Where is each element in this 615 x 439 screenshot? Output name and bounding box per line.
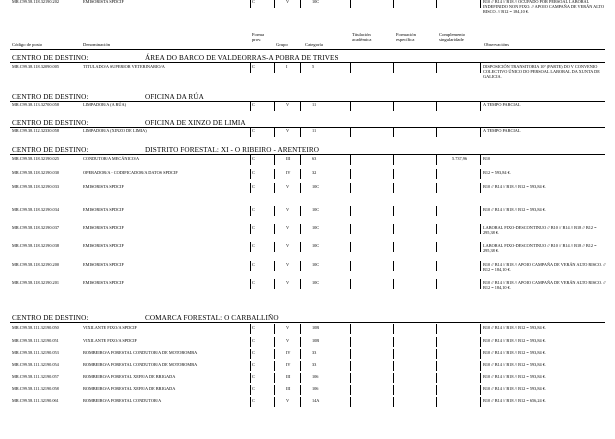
column-divider	[250, 385, 251, 395]
cell-codigo: MR.C99.58.111.32190.050	[12, 325, 59, 330]
column-divider	[393, 349, 394, 359]
column-divider	[350, 349, 351, 359]
cell-categoria: 10B	[312, 325, 320, 330]
cell-codigo: MR.C99.58.118.32190.025	[12, 156, 59, 161]
column-divider	[480, 169, 481, 179]
column-divider	[480, 385, 481, 395]
cell-categoria: 33	[312, 362, 317, 367]
column-divider	[350, 101, 351, 111]
section-rule	[10, 62, 605, 63]
cell-observacions: B10 // B14 // B18 // B12 = 593,84 €.	[483, 184, 546, 189]
cell-grupo: III	[286, 386, 291, 391]
cell-grupo: V	[286, 128, 290, 133]
cell-forma-prov: C	[252, 338, 255, 343]
section-label: CENTRO DE DESTINO:	[12, 54, 89, 62]
column-divider	[350, 385, 351, 395]
column-divider	[250, 324, 251, 334]
column-divider	[250, 349, 251, 359]
column-divider	[300, 337, 301, 347]
column-divider	[300, 101, 301, 111]
column-divider	[436, 0, 437, 8]
column-divider	[436, 224, 437, 234]
column-divider	[480, 63, 481, 73]
cell-denominacion: LIMPADOR/A (A RÚA)	[83, 102, 127, 107]
section-name: DISTRITO FORESTAL: XI - O RIBEIRO - ARENTEIRO	[145, 146, 320, 154]
column-divider	[250, 279, 251, 289]
cell-denominacion: EMISORISTA SPDCIF	[83, 184, 124, 189]
column-divider	[393, 63, 394, 73]
cell-denominacion: EMISORISTA SPDCIF	[83, 225, 124, 230]
section-name: COMARCA FORESTAL: O CARBALLIÑO	[145, 314, 279, 322]
cell-forma-prov: C	[252, 128, 255, 133]
column-divider	[393, 261, 394, 271]
column-divider	[250, 101, 251, 111]
header-titulacion: Titulación académica	[352, 32, 372, 42]
column-divider	[480, 337, 481, 347]
cell-codigo: MR.C99.58.111.32190.053	[12, 350, 59, 355]
cell-forma-prov: C	[252, 398, 255, 403]
column-divider	[436, 242, 437, 252]
column-divider	[350, 373, 351, 383]
column-divider	[480, 397, 481, 407]
column-divider	[480, 324, 481, 334]
cell-grupo: V	[286, 184, 290, 189]
header-codigo: Código de posto	[12, 42, 43, 47]
cell-categoria: 33	[312, 350, 317, 355]
column-divider	[350, 337, 351, 347]
header-rule	[10, 49, 605, 50]
cell-categoria: 11	[312, 102, 317, 107]
column-divider	[393, 373, 394, 383]
cell-codigo: MR.C99.58.118.32190.037	[12, 225, 59, 230]
column-divider	[436, 349, 437, 359]
cell-observacions: DISPOSICIÓN TRANSITORIA 10ª (PARTE) DO V CONVENIO COLECTIVO ÚNICO DO PERSOAL LABORAL DA XUNTA DE GALICIA.	[483, 64, 600, 79]
cell-observacions: B10 // B14 // B18 // APOIO CAMPAÑA DE VERÁN ALTO RISCO. // B12 = 184,10 €.	[483, 280, 606, 290]
cell-grupo: V	[286, 0, 290, 4]
section-label: CENTRO DE DESTINO:	[12, 146, 89, 154]
column-divider	[300, 242, 301, 252]
column-divider	[350, 183, 351, 193]
cell-denominacion: VIXILANTE FIXO/A SPDCIF	[83, 338, 137, 343]
cell-codigo: MR.C99.58.111.32190.054	[12, 362, 59, 367]
section-label: CENTRO DE DESTINO:	[12, 314, 89, 322]
cell-observacions: LABORAL FIXO-DESCONTINUO // B10 // B14 // B18 // B12 = 295,38 €.	[483, 243, 597, 253]
column-divider	[250, 206, 251, 216]
column-divider	[480, 373, 481, 383]
column-divider	[274, 261, 275, 271]
header-categoria: Categoría	[305, 42, 323, 47]
cell-observacions: B10 // B14 // B18 // APOIO CAMPAÑA DE VERÁN ALTO RISCO. // B12 = 184,10 €.	[483, 262, 606, 272]
cell-observacions: B10 // B14 // B18 // B12 = 656,24 €.	[483, 398, 546, 403]
cell-forma-prov: C	[252, 207, 255, 212]
column-divider	[393, 397, 394, 407]
column-divider	[300, 155, 301, 165]
column-divider	[250, 261, 251, 271]
cell-grupo: V	[286, 280, 290, 285]
cell-observacions: B10 // B14 // B18 // B12 = 593,84 €.	[483, 325, 546, 330]
header-observacions: Observacións	[484, 42, 510, 47]
column-divider	[274, 385, 275, 395]
column-divider	[393, 101, 394, 111]
cell-forma-prov: C	[252, 170, 255, 175]
cell-denominacion: TITULADO/A SUPERIOR VETERINARIO/A	[83, 64, 165, 69]
column-divider	[436, 279, 437, 289]
cell-categoria: 10C	[312, 0, 320, 4]
column-divider	[480, 361, 481, 371]
cell-grupo: IV	[286, 350, 291, 355]
column-divider	[436, 169, 437, 179]
column-divider	[300, 279, 301, 289]
cell-categoria: 10C	[312, 184, 320, 189]
cell-observacions: B10 // B14 // B18 // B12 = 593,84 €.	[483, 350, 546, 355]
cell-forma-prov: C	[252, 374, 255, 379]
cell-observacions: B10 // B14 // B18 // B12 = 593,84 €.	[483, 338, 546, 343]
column-divider	[350, 242, 351, 252]
column-divider	[480, 261, 481, 271]
cell-forma-prov: C	[252, 184, 255, 189]
column-divider	[250, 224, 251, 234]
section-name: OFICINA DE XINZO DE LIMIA	[145, 119, 246, 127]
cell-categoria: 106	[312, 374, 319, 379]
column-divider	[393, 224, 394, 234]
column-divider	[300, 183, 301, 193]
cell-categoria: 5	[312, 64, 315, 69]
cell-denominacion: EMISORISTA SPDCIF	[83, 243, 124, 248]
column-divider	[350, 279, 351, 289]
cell-denominacion: BOMBEIRO/A FORESTAL CONDUTOR/A DE MOTOBOMBA	[83, 362, 198, 367]
cell-grupo: V	[286, 325, 290, 330]
column-divider	[274, 127, 275, 137]
cell-complemento: 5.737,96	[452, 156, 468, 161]
column-divider	[436, 385, 437, 395]
column-divider	[274, 242, 275, 252]
cell-forma-prov: C	[252, 243, 255, 248]
cell-denominacion: EMISORISTA SPDCIF	[83, 262, 124, 267]
column-divider	[480, 183, 481, 193]
header-denominacion: Denominación	[83, 42, 111, 47]
column-divider	[250, 183, 251, 193]
column-divider	[300, 261, 301, 271]
cell-denominacion: EMISORISTA SPDCIF	[83, 0, 124, 4]
cell-categoria: 10C	[312, 243, 320, 248]
column-divider	[274, 373, 275, 383]
section-name: ÁREA DO BARCO DE VALDEORRAS-A POBRA DE TRIVES	[145, 54, 339, 62]
cell-grupo: V	[286, 243, 290, 248]
column-divider	[393, 361, 394, 371]
column-divider	[436, 261, 437, 271]
column-divider	[250, 127, 251, 137]
column-divider	[350, 224, 351, 234]
column-divider	[393, 0, 394, 8]
cell-grupo: I	[286, 64, 288, 69]
section-rule	[10, 154, 605, 155]
cell-categoria: 10C	[312, 225, 320, 230]
column-divider	[393, 169, 394, 179]
column-divider	[350, 324, 351, 334]
cell-denominacion: LIMPADOR/A (XINZO DE LIMIA)	[83, 128, 147, 133]
cell-categoria: 14A	[312, 398, 320, 403]
column-divider	[274, 361, 275, 371]
cell-forma-prov: C	[252, 325, 255, 330]
column-divider	[480, 279, 481, 289]
column-divider	[436, 206, 437, 216]
cell-denominacion: OPERADOR/A - CODIFICADOR/A DATOS SPDCIF	[83, 170, 178, 175]
column-divider	[300, 397, 301, 407]
column-divider	[274, 206, 275, 216]
column-divider	[436, 397, 437, 407]
cell-grupo: V	[286, 398, 290, 403]
cell-denominacion: BOMBEIRO/A FORESTAL XEFE/A DE BRIGADA	[83, 386, 176, 391]
column-divider	[250, 337, 251, 347]
cell-codigo: MR.C99.38.112.32330.058	[12, 128, 59, 133]
column-divider	[393, 279, 394, 289]
column-divider	[436, 337, 437, 347]
column-divider	[250, 242, 251, 252]
header-forma-prov: Forma prov.	[252, 32, 264, 42]
column-divider	[350, 206, 351, 216]
header-complemento: Complemento singularidade	[439, 32, 466, 42]
column-divider	[436, 127, 437, 137]
cell-codigo: MR.C99.58.118.32190.034	[12, 207, 59, 212]
cell-denominacion: BOMBEIRO/A FORESTAL XEFE/A DE BRIGADA	[83, 374, 176, 379]
column-divider	[274, 349, 275, 359]
column-divider	[274, 0, 275, 8]
cell-grupo: IV	[286, 362, 291, 367]
cell-codigo: MR.C99.58.118.32190.033	[12, 184, 59, 189]
column-divider	[436, 63, 437, 73]
cell-observacions: A TEMPO PARCIAL	[483, 128, 521, 133]
cell-codigo: MR.C99.38.113.32700.058	[12, 102, 59, 107]
column-divider	[393, 127, 394, 137]
section-label: CENTRO DE DESTINO:	[12, 119, 89, 127]
column-divider	[480, 206, 481, 216]
cell-grupo: V	[286, 338, 290, 343]
column-divider	[300, 373, 301, 383]
column-divider	[250, 373, 251, 383]
cell-categoria: 10C	[312, 262, 320, 267]
cell-denominacion: BOMBEIRO/A FORESTAL CONDUTOR/A	[83, 398, 162, 403]
cell-codigo: MR.C99.58.118.32190.200	[12, 262, 59, 267]
cell-forma-prov: C	[252, 350, 255, 355]
column-divider	[274, 169, 275, 179]
column-divider	[250, 63, 251, 73]
cell-codigo: MR.C99.58.111.32190.057	[12, 374, 59, 379]
cell-codigo: MR.C99.38.118.32090.005	[12, 64, 59, 69]
cell-categoria: 106	[312, 386, 319, 391]
cell-codigo: MR.C99.58.118.32190.038	[12, 243, 59, 248]
cell-categoria: 10B	[312, 338, 320, 343]
cell-forma-prov: C	[252, 262, 255, 267]
cell-categoria: 32	[312, 170, 317, 175]
cell-denominacion: EMISORISTA SPDCIF	[83, 207, 124, 212]
column-divider	[300, 206, 301, 216]
column-divider	[436, 101, 437, 111]
column-divider	[350, 261, 351, 271]
section-name: OFICINA DA RÚA	[145, 93, 204, 101]
column-divider	[274, 337, 275, 347]
column-divider	[274, 63, 275, 73]
cell-observacions: B10 // B14 // B18 // B12 = 593,84 €.	[483, 362, 546, 367]
cell-grupo: III	[286, 156, 291, 161]
column-divider	[480, 349, 481, 359]
cell-observacions: B10	[483, 156, 491, 161]
column-divider	[350, 63, 351, 73]
cell-observacions: B10 // B14 // B18 // B12 = 593,84 €.	[483, 207, 546, 212]
section-rule	[10, 322, 605, 323]
column-divider	[393, 337, 394, 347]
column-divider	[274, 224, 275, 234]
column-divider	[274, 279, 275, 289]
cell-forma-prov: C	[252, 0, 255, 4]
cell-denominacion: VIXILANTE FIXO/A SPDCIF	[83, 325, 137, 330]
column-divider	[350, 0, 351, 8]
cell-codigo: MR.C99.58.111.32190.061	[12, 398, 59, 403]
column-divider	[300, 63, 301, 73]
cell-grupo: V	[286, 225, 290, 230]
cell-categoria: 63	[312, 156, 317, 161]
cell-forma-prov: C	[252, 64, 255, 69]
column-divider	[436, 155, 437, 165]
section-label: CENTRO DE DESTINO:	[12, 93, 89, 101]
column-divider	[393, 324, 394, 334]
column-divider	[250, 0, 251, 8]
cell-categoria: 10C	[312, 207, 320, 212]
cell-forma-prov: C	[252, 156, 255, 161]
column-divider	[350, 361, 351, 371]
column-divider	[393, 385, 394, 395]
column-divider	[300, 169, 301, 179]
cell-observacions: LABORAL FIXO-DESCONTINUO // B10 // B14 // B18 // B12 = 295,38 €.	[483, 225, 597, 235]
column-divider	[436, 324, 437, 334]
cell-grupo: III	[286, 374, 291, 379]
cell-observacions: B10 // B14 // B18 // OCUPADO POR PERSOAL LABORAL INDEFINIDO NON FIXO. // APOIO CAMPAÑA DE VERÁN ALTO RISCO. // B12 = 184,10 €.	[483, 0, 605, 14]
cell-forma-prov: C	[252, 102, 255, 107]
column-divider	[274, 397, 275, 407]
cell-observacions: B10 // B14 // B18 // B12 = 593,84 €.	[483, 386, 546, 391]
column-divider	[350, 397, 351, 407]
column-divider	[350, 169, 351, 179]
cell-forma-prov: C	[252, 362, 255, 367]
column-divider	[300, 324, 301, 334]
column-divider	[436, 361, 437, 371]
column-divider	[393, 155, 394, 165]
cell-codigo: MR.C99.58.111.32190.058	[12, 386, 59, 391]
column-divider	[300, 0, 301, 8]
column-divider	[480, 0, 481, 8]
column-divider	[393, 206, 394, 216]
column-divider	[300, 349, 301, 359]
cell-grupo: IV	[286, 170, 291, 175]
column-divider	[274, 183, 275, 193]
column-divider	[274, 155, 275, 165]
column-divider	[300, 361, 301, 371]
column-divider	[393, 242, 394, 252]
column-divider	[274, 101, 275, 111]
cell-codigo: MR.C99.58.118.32190.030	[12, 170, 59, 175]
cell-codigo: MR.C99.58.118.32190.202	[12, 0, 59, 4]
column-divider	[250, 361, 251, 371]
header-formacion: Formación específica	[396, 32, 416, 42]
column-divider	[350, 155, 351, 165]
column-divider	[480, 224, 481, 234]
cell-observacions: B12 = 593,84 €.	[483, 170, 511, 175]
cell-categoria: 11	[312, 128, 317, 133]
cell-denominacion: BOMBEIRO/A FORESTAL CONDUTOR/A DE MOTOBOMBA	[83, 350, 198, 355]
column-divider	[250, 169, 251, 179]
column-divider	[250, 397, 251, 407]
header-grupo: Grupo	[276, 42, 288, 47]
cell-categoria: 10C	[312, 280, 320, 285]
column-divider	[393, 183, 394, 193]
column-divider	[250, 155, 251, 165]
cell-forma-prov: C	[252, 225, 255, 230]
column-divider	[300, 127, 301, 137]
column-divider	[436, 373, 437, 383]
cell-grupo: V	[286, 207, 290, 212]
column-divider	[480, 127, 481, 137]
column-divider	[480, 155, 481, 165]
cell-observacions: B10 // B14 // B18 // B12 = 593,84 €.	[483, 374, 546, 379]
column-divider	[274, 324, 275, 334]
column-divider	[480, 101, 481, 111]
cell-forma-prov: C	[252, 386, 255, 391]
column-divider	[300, 385, 301, 395]
cell-codigo: MR.C99.58.118.32190.201	[12, 280, 59, 285]
cell-grupo: V	[286, 262, 290, 267]
column-divider	[480, 242, 481, 252]
column-divider	[300, 224, 301, 234]
column-divider	[436, 183, 437, 193]
cell-observacions: A TEMPO PARCIAL	[483, 102, 521, 107]
cell-denominacion: CONDUTOR/A MECÁNICO/A	[83, 156, 140, 161]
cell-codigo: MR.C99.58.111.32190.051	[12, 338, 59, 343]
cell-denominacion: EMISORISTA SPDCIF	[83, 280, 124, 285]
cell-forma-prov: C	[252, 280, 255, 285]
cell-grupo: V	[286, 102, 290, 107]
column-divider	[350, 127, 351, 137]
